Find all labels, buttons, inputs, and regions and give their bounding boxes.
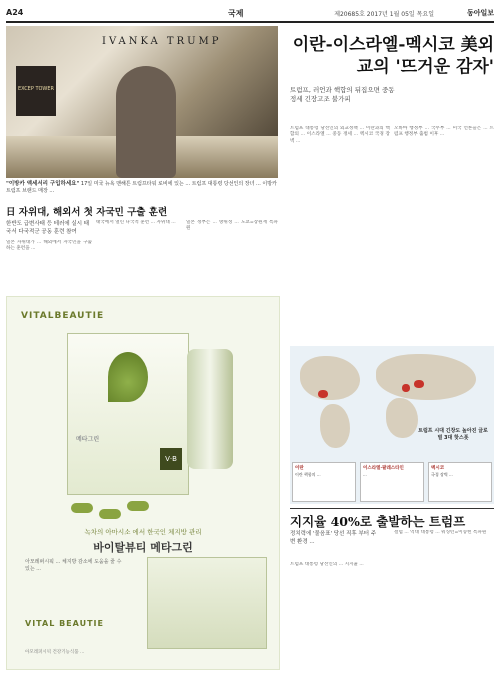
photo-caption — [6, 181, 278, 195]
story1-column: 트럼프 대통령 당선인의 외교정책 ... 이란과의 핵합의 ... 이스라엘 ... 중동 정세 ... 멕시코 국경 장벽 ... — [290, 126, 390, 144]
pill-icon — [71, 503, 93, 513]
product-bottle — [187, 349, 233, 469]
continent-shape — [320, 404, 350, 448]
pill-icon — [127, 501, 149, 511]
story2-subhead: 한반도 급변사태 등 테러에 실시 태국서 다국적군 공동 훈련 참여 — [6, 221, 90, 235]
ad-logo: VITAL BEAUTIE — [25, 619, 104, 628]
section-name: 국제 — [228, 9, 244, 18]
caption-body: 17일 미국 뉴욕 맨해튼 트럼프타워 로비에 있는 ... 트럼프 대통령 당선인의 장녀 ... 이방카 트럼프 브랜드 매장 ... — [6, 181, 277, 194]
map-title: 트럼프 시대 긴장도 높아진 글로벌 3대 핫스폿 — [418, 428, 488, 441]
product-box — [67, 333, 189, 495]
ad-tagline: 녹차의 아마시소 에서 한국인 체지방 관리 — [84, 528, 202, 536]
legend-title: 이란 — [295, 466, 304, 471]
story3-column: 갤럽 ... 역대 대통령 ... 워싱턴=이승헌 특파원 — [394, 530, 487, 535]
page-number: A24 — [6, 8, 24, 17]
pill-icon — [99, 509, 121, 519]
vb-mark: V·B — [160, 448, 182, 470]
story2-headline: 日 자위대, 해외서 첫 자국민 구출 훈련 — [6, 207, 168, 218]
store-sign: IVANKA TRUMP — [102, 36, 222, 47]
ad-description: 아모레퍼시픽 ... 체지방 감소에 도움을 줄 수 있는 ... — [25, 559, 122, 572]
news-photo — [6, 26, 278, 178]
continent-shape — [300, 356, 360, 400]
legend-title: 이스라엘·팔레스타인 — [363, 466, 404, 471]
story3-headline: 지지율 40%로 출발하는 트럼프 — [290, 514, 466, 529]
section-rule — [290, 508, 494, 509]
story1-headline: 이란-이스라엘-멕시코 美외교의 '뜨거운 감자' — [292, 35, 494, 77]
story3-subhead: 정치력에 '물음표' 당선 직후 부터 주변 환경 ... — [290, 531, 377, 545]
story1-column: 오바마 행정부 ... 국무부 ... 미국 언론들은 ... 트럼프 행정부 출범 이후 ... — [394, 126, 494, 138]
caption-title: "이방카 액세서리 구입하세요" — [6, 181, 80, 187]
legend-text: ... — [363, 471, 367, 477]
legend-title: 멕시코 — [431, 466, 445, 471]
continent-shape — [386, 398, 418, 438]
person-figure — [116, 66, 176, 178]
hotspot-marker — [402, 384, 410, 392]
legend-text: 이란 핵합의 ... — [295, 471, 321, 477]
ad-product-name: 바이탈뷰티 메타그린 — [93, 541, 193, 554]
world-map-graphic — [290, 346, 494, 504]
page-header — [6, 6, 494, 20]
leaf-icon — [108, 352, 148, 402]
story2-column: 일본 정부는 ... 방위성 ... 도쿄=장원재 특파원 — [186, 220, 278, 232]
product-box-name: 메타그린 — [76, 436, 100, 443]
ad-brand: VITALBEAUTIE — [21, 311, 105, 321]
product-package — [147, 557, 267, 649]
legend-box — [428, 462, 492, 502]
continent-shape — [376, 354, 476, 400]
story2-column: 일본 자위대가 ... 해외에서 자국민을 구출하는 훈련을 ... — [6, 240, 92, 252]
legend-box — [360, 462, 424, 502]
header-rule — [6, 21, 494, 23]
hotspot-marker — [414, 380, 424, 388]
issue-info: 제20685호 2017년 1월 05일 목요일 — [334, 11, 434, 18]
advertisement — [6, 296, 280, 670]
store-display-box: EXCEP TOWER — [16, 66, 56, 116]
story3-column: 트럼프 대통령 당선인의 ... 지지율 ... — [290, 562, 364, 567]
ad-footer: 아모레퍼시픽 건강기능식품 ... — [25, 650, 85, 655]
story1-subhead: 트럼프, 러언과 핵합의 뒤집으면 중동 정세 긴장고조 불가피 — [290, 86, 395, 103]
legend-text: 국경 장벽 ... — [431, 471, 453, 477]
legend-box — [292, 462, 356, 502]
story2-column: 태국에서 열린 다국적 훈련 ... 자위대 ... — [96, 220, 176, 225]
hotspot-marker — [318, 390, 328, 398]
masthead: 동아일보 — [466, 9, 494, 17]
